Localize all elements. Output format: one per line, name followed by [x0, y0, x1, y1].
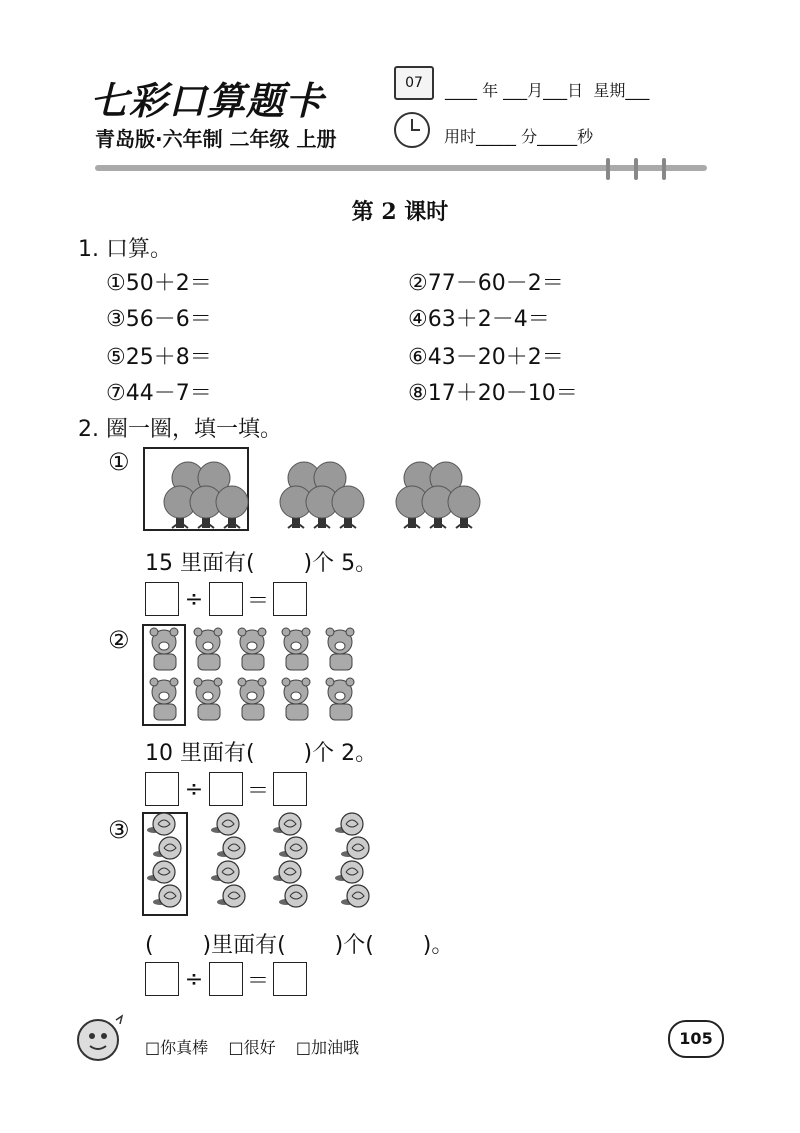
flowers-illustration	[142, 812, 382, 916]
tree-group	[164, 462, 248, 528]
rose-icon	[279, 885, 307, 907]
answer-box[interactable]	[273, 772, 307, 806]
calendar-icon: 07	[394, 66, 434, 100]
problem: ①50＋2＝	[106, 271, 212, 296]
equals-sign: ＝	[246, 588, 269, 614]
fill-sentence: 10 里面有( )个 2。	[145, 741, 378, 766]
date-fill-line: ____ 年 ___月___日 星期___	[445, 81, 650, 100]
rose-icon	[217, 885, 245, 907]
equals-sign: ＝	[246, 968, 269, 994]
tree-icon	[332, 486, 364, 528]
rose-icon	[211, 813, 239, 835]
bear-icon	[194, 678, 222, 720]
bear-icon	[238, 628, 266, 670]
answer-box[interactable]	[209, 962, 243, 996]
tree-group	[396, 462, 480, 528]
self-evaluation-options[interactable]: □你真棒 □很好 □加油哦	[145, 1038, 360, 1057]
brand-title: 七彩口算题卡	[90, 78, 325, 123]
flower-column	[273, 813, 307, 907]
rose-icon	[153, 885, 181, 907]
bear-icon	[150, 678, 178, 720]
problem: ⑤25＋8＝	[106, 345, 212, 370]
divide-sign: ÷	[184, 586, 204, 612]
problem: ⑧17＋20－10＝	[408, 381, 578, 406]
divider-pin	[662, 158, 666, 180]
flower-column	[211, 813, 245, 907]
divider-pin	[634, 158, 638, 180]
q2-title: 2. 圈一圈，填一填。	[78, 417, 282, 442]
division-equation	[145, 582, 307, 616]
bear-icon	[238, 678, 266, 720]
trees-illustration	[142, 446, 482, 532]
flower-column	[147, 813, 181, 907]
flower-column	[335, 813, 369, 907]
bear-icon	[282, 678, 310, 720]
rose-icon	[211, 861, 239, 883]
answer-box[interactable]	[273, 962, 307, 996]
rose-icon	[279, 837, 307, 859]
tree-icon	[448, 486, 480, 528]
rose-icon	[273, 813, 301, 835]
rose-icon	[273, 861, 301, 883]
answer-box[interactable]	[273, 582, 307, 616]
part-number: ③	[108, 816, 130, 844]
answer-box[interactable]	[145, 582, 179, 616]
edition-label: 青岛版·六年制 二年级 上册	[95, 127, 337, 151]
problem: ⑦44－7＝	[106, 381, 212, 406]
equals-sign: ＝	[246, 778, 269, 804]
page-number: 105	[668, 1020, 724, 1058]
divide-sign: ÷	[184, 966, 204, 992]
clock-icon	[394, 112, 430, 148]
mascot-illustration	[70, 1012, 130, 1072]
divider-pin	[606, 158, 610, 180]
part-number: ②	[108, 626, 130, 654]
problem: ③56－6＝	[106, 307, 212, 332]
answer-box[interactable]	[209, 582, 243, 616]
answer-box[interactable]	[209, 772, 243, 806]
bear-icon	[150, 628, 178, 670]
tree-group	[280, 462, 364, 528]
fill-sentence: 15 里面有( )个 5。	[145, 551, 378, 576]
answer-box[interactable]	[145, 772, 179, 806]
answer-box[interactable]	[145, 962, 179, 996]
rose-icon	[341, 885, 369, 907]
rose-icon	[217, 837, 245, 859]
header-divider	[95, 165, 707, 171]
divide-sign: ÷	[184, 776, 204, 802]
problem: ②77－60－2＝	[408, 271, 564, 296]
bear-icon	[326, 678, 354, 720]
rose-icon	[147, 813, 175, 835]
lesson-title: 第 2 课时	[351, 199, 449, 225]
time-fill-line: 用时_____ 分_____秒	[444, 127, 594, 146]
rose-icon	[335, 813, 363, 835]
q1-title: 1. 口算。	[78, 237, 172, 262]
division-equation	[145, 772, 307, 806]
rose-icon	[341, 837, 369, 859]
division-equation	[145, 962, 307, 996]
bears-illustration	[142, 624, 362, 726]
problem: ④63＋2－4＝	[408, 307, 550, 332]
bear-icon	[194, 628, 222, 670]
fill-sentence: ( )里面有( )个( )。	[145, 933, 454, 958]
bear-icon	[326, 628, 354, 670]
tree-icon	[216, 486, 248, 528]
rose-icon	[335, 861, 363, 883]
problem: ⑥43－20＋2＝	[408, 345, 564, 370]
rose-icon	[147, 861, 175, 883]
part-number: ①	[108, 448, 130, 476]
bear-icon	[282, 628, 310, 670]
rose-icon	[153, 837, 181, 859]
